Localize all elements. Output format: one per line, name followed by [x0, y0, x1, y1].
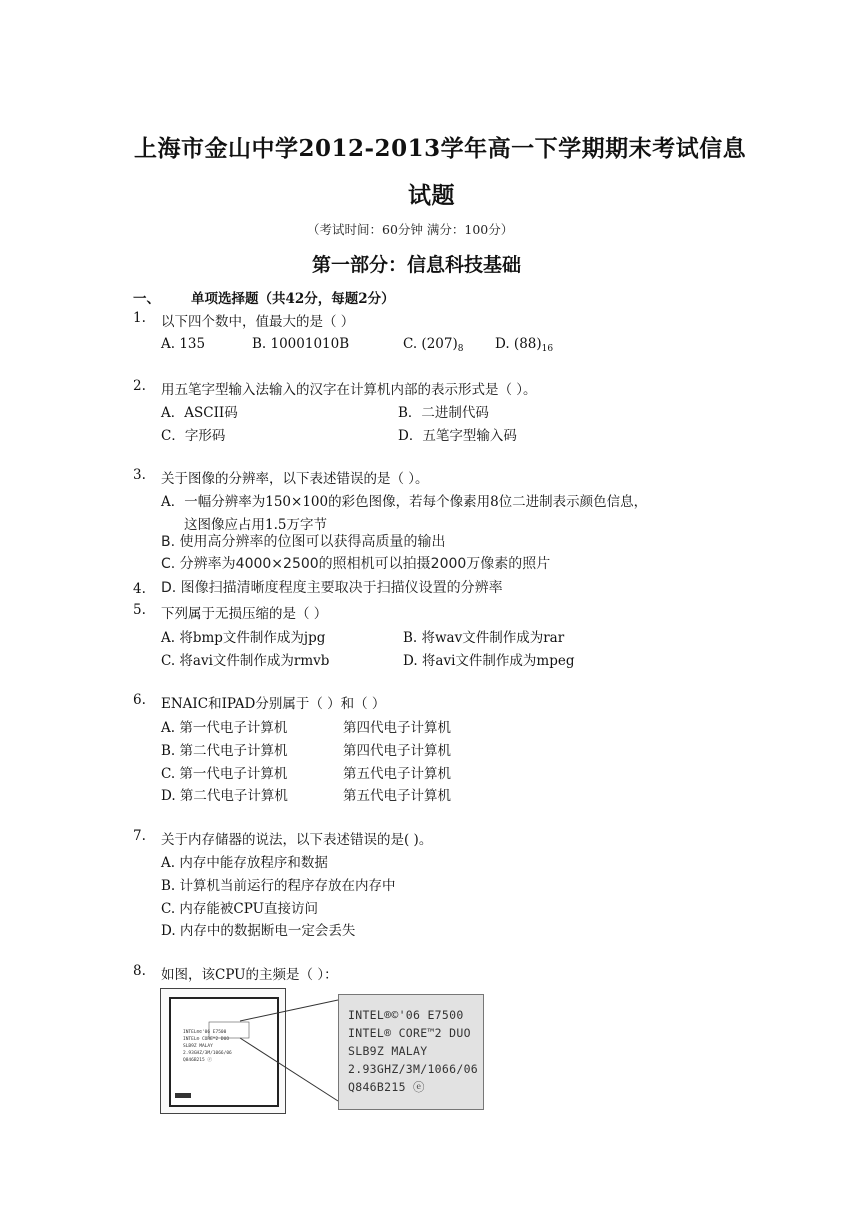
option-b: B. 使用高分辨率的位图可以获得高质量的输出: [161, 534, 446, 550]
option-a: A. 135: [161, 336, 206, 352]
question-stem: 用五笔字型输入法输入的汉字在计算机内部的表示形式是（ ）。: [161, 382, 537, 398]
zoom-text-line: 2.93GHZ/3M/1066/06: [348, 1062, 479, 1076]
option-b: B. 将wav文件制作成为rar: [403, 630, 565, 646]
question-stem: ENAIC和IPAD分别属于（ ）和（ ）: [161, 696, 386, 712]
exam-info: （考试时间：60分钟 满分：100分）: [307, 222, 514, 237]
option-d-second: 第五代电子计算机: [343, 788, 451, 804]
question-number: 6.: [133, 692, 146, 708]
question-stem: 如图，该CPU的主频是（ ）：: [161, 967, 338, 983]
option-c-second: 第五代电子计算机: [343, 766, 451, 782]
part-title: 第一部分：信息科技基础: [312, 254, 522, 276]
zoom-text-line: INTEL®©'06 E7500: [348, 1008, 464, 1022]
zoom-text-line: Q846B215 ⓔ: [348, 1080, 425, 1094]
chip-text-line: SLB9Z MALAY: [183, 1044, 213, 1049]
chip-text-line: INTEL®©'06 E7500: [183, 1030, 227, 1035]
option-a: A. 内存中能存放程序和数据: [161, 855, 328, 871]
question-number: 1.: [133, 310, 146, 326]
option-c: C. 分辨率为4000×2500的照相机可以拍摄2000万像素的照片: [161, 556, 551, 572]
option-d: D．五笔字型输入码: [398, 428, 517, 444]
option-d: D. 内存中的数据断电一定会丢失: [161, 923, 356, 939]
chip-text-line: Q846B215 ⓔ: [183, 1058, 212, 1063]
section-title: 单项选择题（共42分，每题2分）: [191, 291, 395, 307]
document-title-line1: 上海市金山中学2012-2013学年高一下学期期末考试信息: [134, 135, 747, 162]
question-number: 3.: [133, 467, 146, 483]
option-b: B. 第二代电子计算机: [161, 743, 288, 759]
question-number: 5.: [133, 602, 146, 618]
section-number: 一、: [133, 291, 160, 307]
question-number: 8.: [133, 963, 146, 979]
question-number: 7.: [133, 828, 146, 844]
option-d: D. 图像扫描清晰度程度主要取决于扫描仪设置的分辨率: [161, 580, 503, 596]
option-c: C. 内存能被CPU直接访问: [161, 901, 318, 917]
option-a-second: 第四代电子计算机: [343, 720, 451, 736]
option-d: D. 将avi文件制作成为mpeg: [403, 653, 575, 669]
option-c: C．字形码: [161, 428, 226, 444]
option-b: B. 10001010B: [252, 336, 350, 352]
option-d: D. 第二代电子计算机: [161, 788, 288, 804]
question-stem: 下列属于无损压缩的是（ ）: [161, 606, 328, 622]
question-stem: 关于内存储器的说法，以下表述错误的是( )。: [161, 832, 433, 848]
option-a: A. 第一代电子计算机: [161, 720, 288, 736]
option-b-second: 第四代电子计算机: [343, 743, 451, 759]
zoom-text-line: SLB9Z MALAY: [348, 1044, 428, 1058]
zoom-text-line: INTEL® CORE™2 DUO: [348, 1026, 471, 1040]
question-number: 2.: [133, 378, 146, 394]
option-b: B. 计算机当前运行的程序存放在内存中: [161, 878, 396, 894]
chip-text-line: INTEL® CORE™2 DUO: [183, 1037, 230, 1042]
option-a: A．ASCII码: [161, 405, 238, 421]
question-number: 4.: [133, 581, 146, 597]
option-a-line2: 这图像应占用1.5万字节: [184, 517, 327, 533]
question-stem: 以下四个数中，值最大的是（ ）: [161, 314, 355, 330]
option-c: C. 第一代电子计算机: [161, 766, 288, 782]
document-title-line2: 试题: [408, 182, 455, 209]
chip-text-line: 2.93GHZ/3M/1066/06: [183, 1051, 232, 1056]
question-stem: 关于图像的分辨率，以下表述错误的是（ ）。: [161, 471, 429, 487]
option-c: C. $(207)_8$: [403, 336, 464, 354]
option-a-line1: A．一幅分辨率为150×100的彩色图像，若每个像素用8位二进制表示颜色信息，: [161, 494, 648, 510]
option-c: C. 将avi文件制作成为rmvb: [161, 653, 330, 669]
option-a: A. 将bmp文件制作成为jpg: [161, 630, 326, 646]
cpu-label-zoom-image: [338, 994, 484, 1110]
option-d: D. $(88)_{16}$: [495, 336, 554, 354]
option-b: B．二进制代码: [398, 405, 489, 421]
